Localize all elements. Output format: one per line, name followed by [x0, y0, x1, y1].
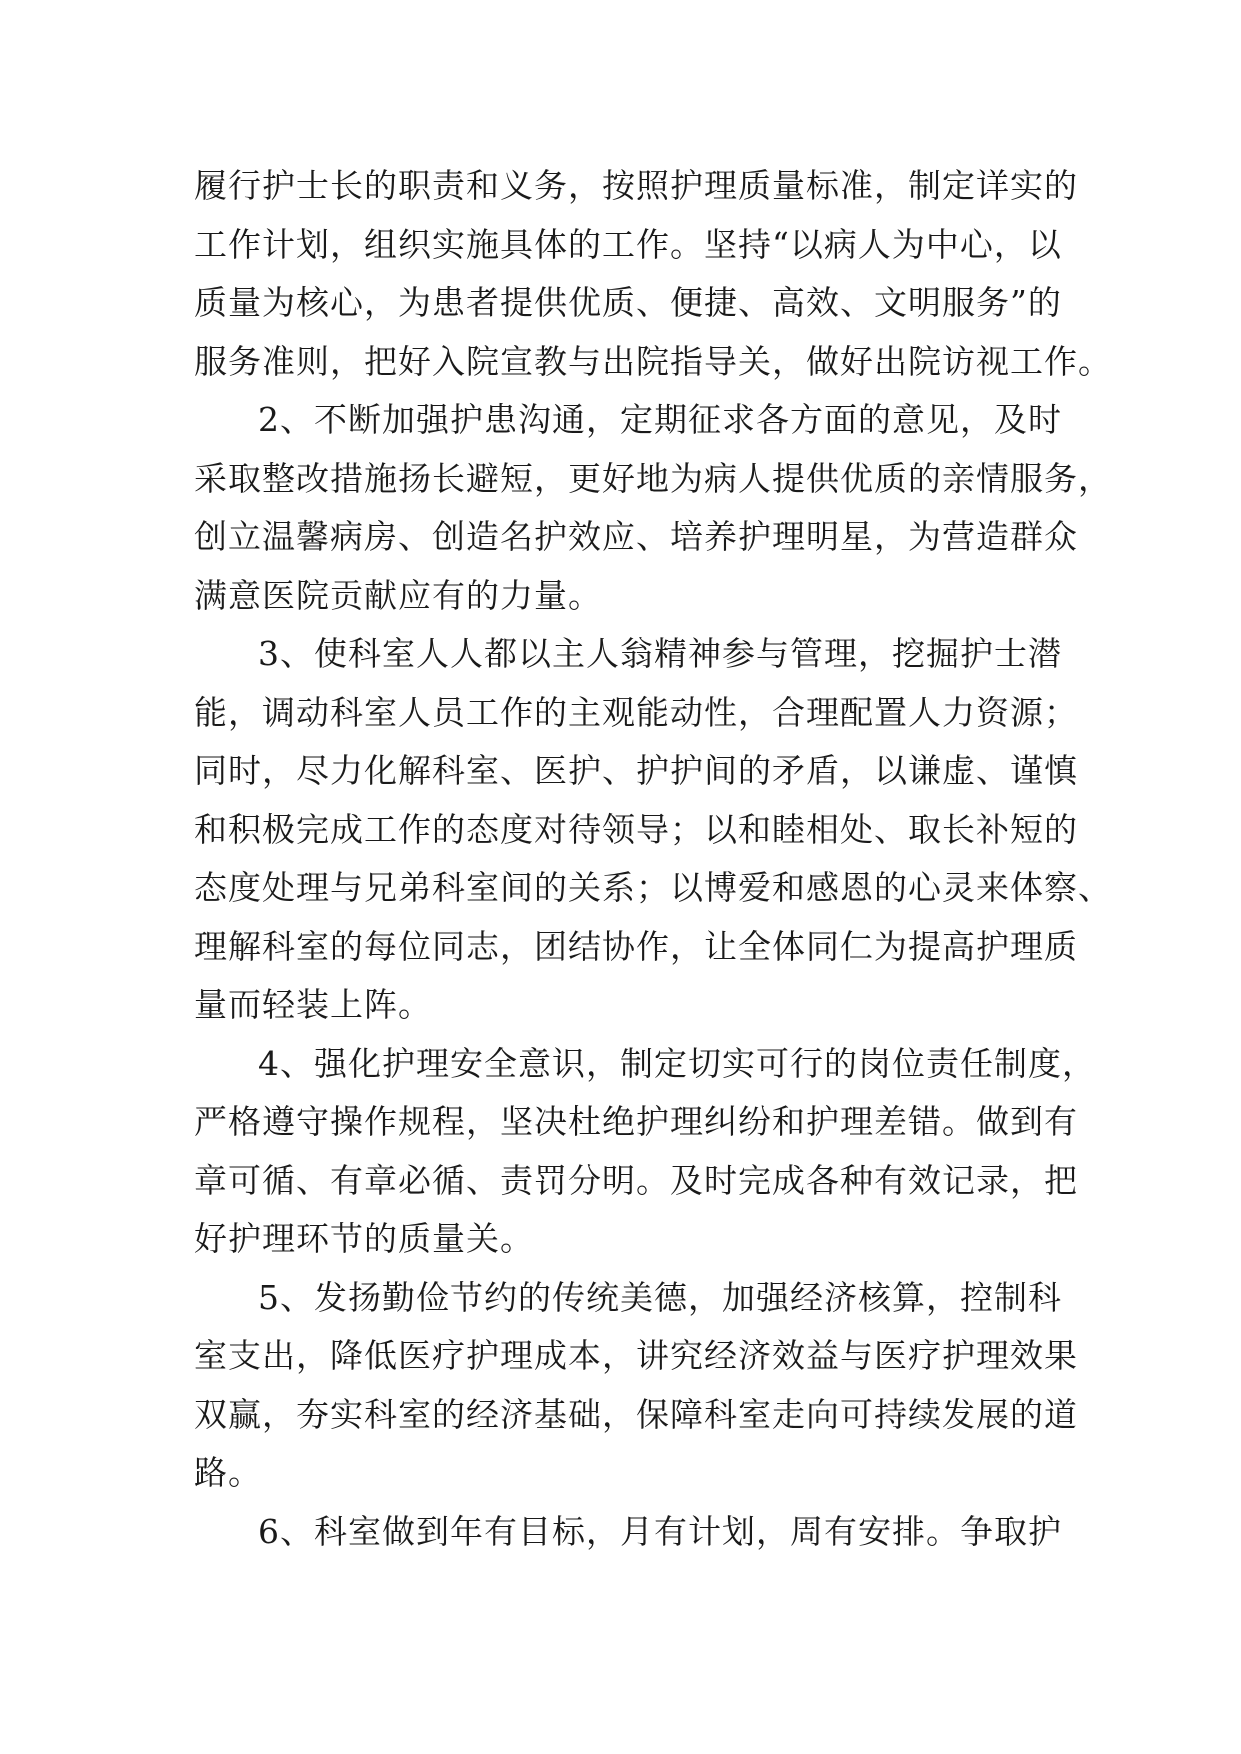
text-line: 室支出，降低医疗护理成本，讲究经济效益与医疗护理效果: [194, 1336, 1078, 1375]
paragraph-first-line: 2、不断加强护患沟通，定期征求各方面的意见，及时: [258, 400, 1062, 439]
text-line: 质量为核心，为患者提供优质、便捷、高效、文明服务”的: [194, 283, 1062, 322]
text-line: 同时，尽力化解科室、医护、护护间的矛盾，以谦虚、谨慎: [194, 751, 1078, 790]
text-line: 理解科室的每位同志，团结协作，让全体同仁为提高护理质: [194, 926, 1078, 966]
text-line: 章可循、有章必循、责罚分明。及时完成各种有效记录，把: [194, 1160, 1078, 1200]
text-line: 双赢，夯实科室的经济基础，保障科室走向可持续发展的道: [194, 1394, 1078, 1434]
paragraph-first-line: 3、使科室人人都以主人翁精神参与管理，挖掘护士潜: [258, 634, 1062, 673]
paragraph-first-line: 4、强化护理安全意识，制定切实可行的岗位责任制度，: [258, 1043, 1096, 1083]
text-line: 态度处理与兄弟科室间的关系；以博爱和感恩的心灵来体察、: [194, 868, 1112, 907]
text-line: 工作计划，组织实施具体的工作。坚持“以病人为中心，以: [194, 224, 1062, 264]
text-line: 路。: [194, 1453, 262, 1492]
text-line: 严格遵守操作规程，坚决杜绝护理纠纷和护理差错。做到有: [194, 1102, 1078, 1141]
text-line: 好护理环节的质量关。: [194, 1219, 534, 1258]
text-line: 服务准则，把好入院宣教与出院指导关，做好出院访视工作。: [194, 341, 1112, 381]
text-line: 采取整改措施扬长避短，更好地为病人提供优质的亲情服务，: [194, 458, 1112, 498]
text-line: 满意医院贡献应有的力量。: [194, 575, 602, 615]
document-body: [194, 157, 1112, 1561]
text-line: 和积极完成工作的态度对待领导；以和睦相处、取长补短的: [194, 809, 1078, 849]
text-line: 量而轻装上阵。: [194, 985, 432, 1024]
text-line: 能，调动科室人员工作的主观能动性，合理配置人力资源；: [194, 692, 1078, 732]
paragraph-first-line: 5、发扬勤俭节约的传统美德，加强经济核算，控制科: [258, 1277, 1062, 1317]
paragraph-first-line: 6、科室做到年有目标，月有计划，周有安排。争取护: [258, 1511, 1062, 1551]
text-line: 创立温馨病房、创造名护效应、培养护理明星，为营造群众: [194, 517, 1078, 556]
text-line: 履行护士长的职责和义务，按照护理质量标准，制定详实的: [194, 166, 1078, 205]
